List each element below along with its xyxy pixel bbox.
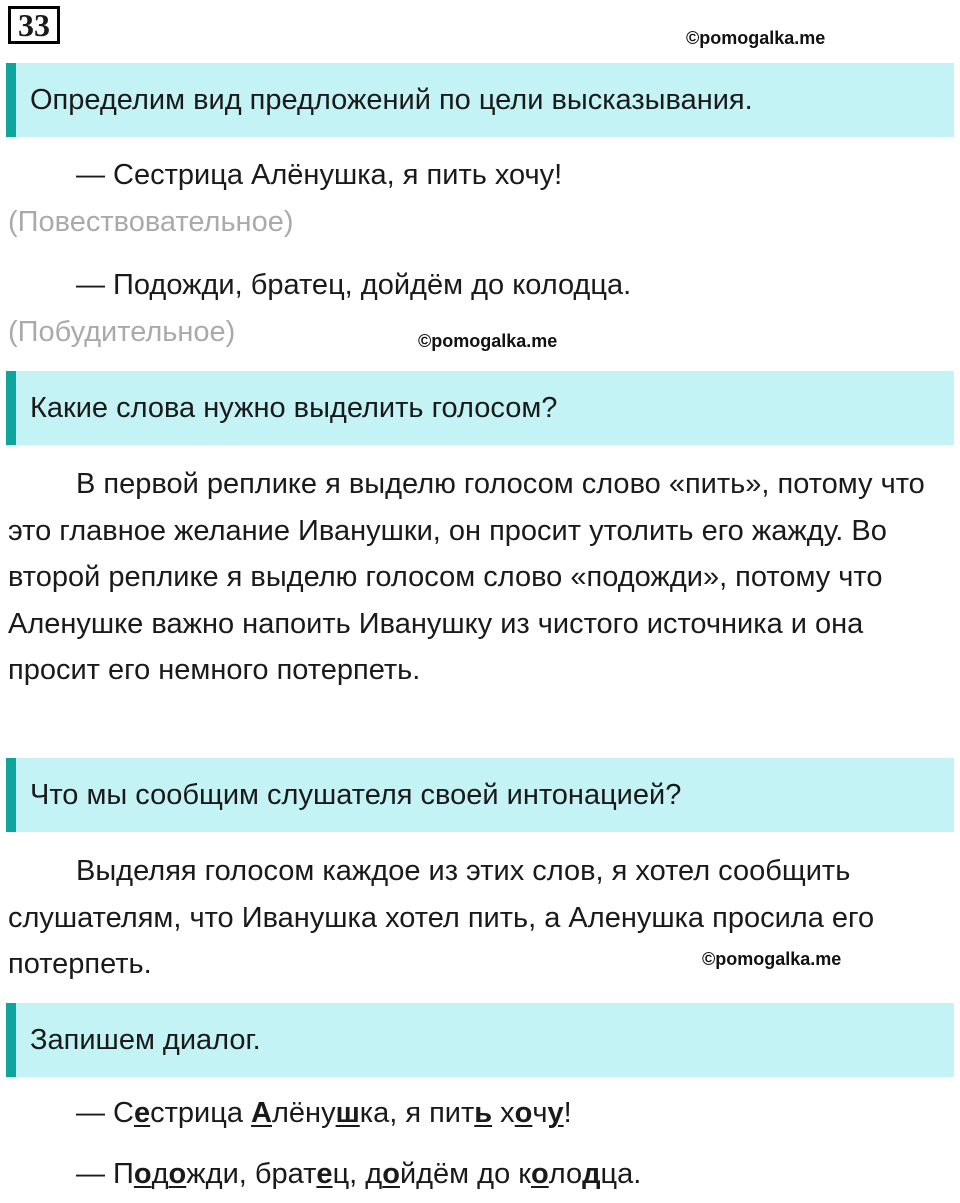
dialogue-text-segment: ка, я пит (359, 1097, 475, 1129)
sentence-type-answer-2: (Побудительное) (8, 316, 236, 348)
task-number-box: 33 (8, 6, 60, 44)
dialogue-text-segment: ч (532, 1097, 548, 1129)
emphasized-letter: е (316, 1158, 333, 1190)
heading-emphasis-words (6, 371, 954, 445)
emphasized-letter: ь (474, 1097, 493, 1129)
sentence-type-answer-1: (Повествовательное) (8, 206, 294, 238)
emphasized-letter: о (530, 1158, 549, 1190)
emphasized-letter: д (582, 1158, 601, 1190)
dialogue-text-segment: лёну (272, 1097, 336, 1129)
dialogue-text-segment: д (151, 1158, 169, 1190)
emphasized-letter: ш (335, 1097, 360, 1129)
dialogue-text-segment: жди, брат (186, 1158, 317, 1190)
emphasized-letter: е (134, 1097, 151, 1129)
dialogue-text-segment: х (492, 1097, 515, 1129)
emphasized-letter: у (547, 1097, 564, 1129)
watermark-bottom: ©pomogalka.me (702, 949, 842, 969)
paragraph-intonation-explanation: Выделяя голосом каждое из этих слов, я хотел сообщить слушателям, что Иванушка хотел пить, а Аленушка просила его потерпеть. (8, 855, 875, 981)
paragraph-emphasis-explanation: В первой реплике я выделю голосом слово «пить», потому что это главное желание Иванушки, он просит утолить его жажду. Во второй реплике я выделю голосом слово «подожди», потому что Аленушке важно напоить Иванушку из чистого источника и она просит его немного потерпеть. (8, 468, 925, 687)
dialogue-text-segment: ца. (600, 1158, 642, 1190)
dialogue-text-segment: ло (548, 1158, 583, 1190)
emphasized-letter: о (168, 1158, 187, 1190)
dialogue-text-segment: ц, д (332, 1158, 383, 1190)
dialogue-text-segment: — П (76, 1158, 134, 1190)
heading-write-dialogue (6, 1003, 954, 1077)
heading-intonation-text: Что мы сообщим слушателя своей интонацией? (30, 778, 682, 811)
emphasized-letter: о (382, 1158, 400, 1190)
marked-dialogue-line-2 (76, 1158, 641, 1191)
dialogue-text-segment: ! (563, 1097, 572, 1129)
dialogue-line-1: — Сестрица Алёнушка, я пить хочу! (76, 159, 563, 191)
heading-sentence-type-text: Определим вид предложений по цели высказывания. (30, 83, 753, 116)
dialogue-text-segment: стрица (150, 1097, 252, 1129)
watermark-middle: ©pomogalka.me (418, 331, 558, 351)
dialogue-line-2: — Подожди, братец, дойдём до колодца. (76, 269, 632, 301)
watermark-top: ©pomogalka.me (686, 28, 826, 48)
heading-intonation (6, 758, 954, 832)
marked-dialogue-line-1 (76, 1097, 572, 1130)
heading-emphasis-words-text: Какие слова нужно выделить голосом? (30, 391, 558, 424)
heading-write-dialogue-text: Запишем диалог. (30, 1023, 261, 1056)
emphasized-letter: А (251, 1097, 272, 1129)
dialogue-text-segment: йдём до к (399, 1158, 531, 1190)
emphasized-letter: о (133, 1158, 152, 1190)
dialogue-text-segment: — С (76, 1097, 134, 1129)
heading-sentence-type (6, 63, 954, 137)
emphasized-letter: о (514, 1097, 533, 1129)
